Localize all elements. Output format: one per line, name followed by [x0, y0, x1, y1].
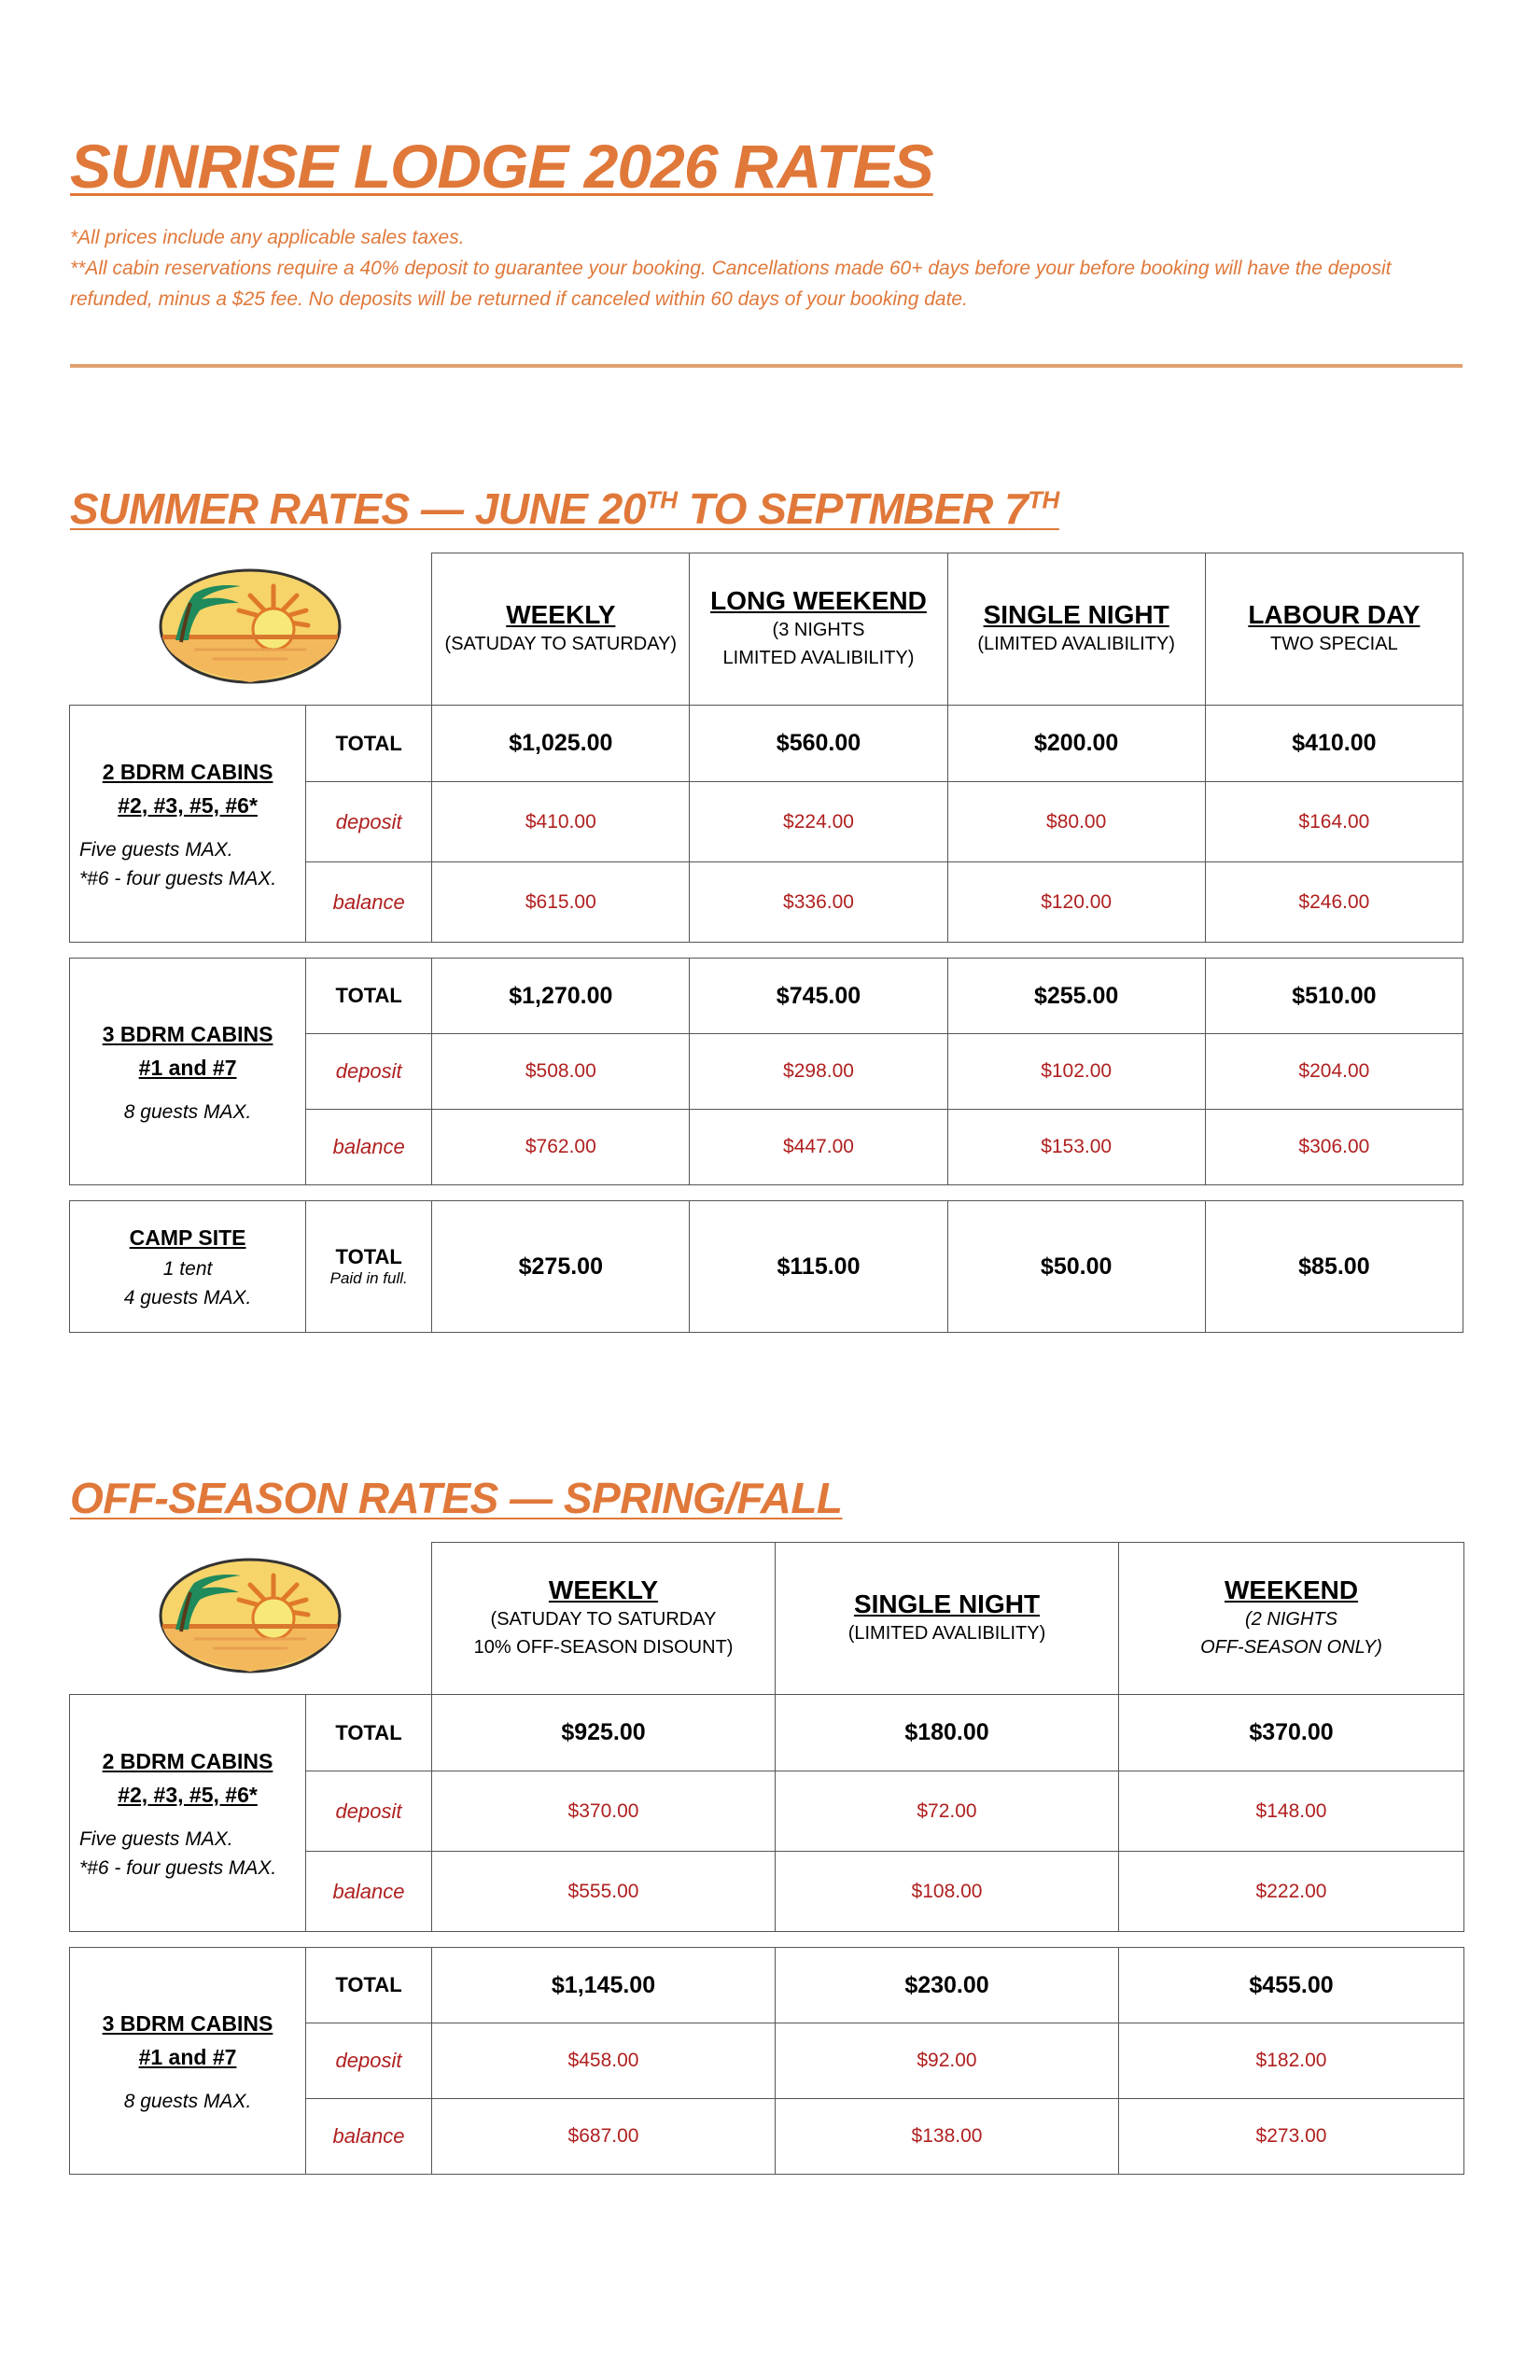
summer-col-header-long-weekend: LONG WEEKEND (3 NIGHTS LIMITED AVALIBILITY) — [690, 553, 947, 706]
row-label-total: TOTAL — [306, 1695, 432, 1771]
tax-note: *All prices include any applicable sales taxes. — [70, 227, 465, 248]
price-cell: $102.00 — [947, 1034, 1205, 1110]
price-cell: $230.00 — [776, 1948, 1119, 2023]
paid-in-full-note: Paid in full. — [329, 1269, 408, 1287]
offseason-rates-table — [69, 1542, 1464, 2175]
summer-campsite-group-label: CAMP SITE 1 tent 4 guests MAX. — [70, 1201, 306, 1333]
table-row — [70, 1695, 1464, 1771]
price-cell: $153.00 — [947, 1110, 1205, 1185]
offseason-col-header-weekend: WEEKEND (2 NIGHTS OFF-SEASON ONLY) — [1119, 1543, 1464, 1695]
offseason-logo-cell — [70, 1543, 432, 1695]
row-label-total: TOTAL — [306, 1948, 432, 2023]
table-row — [70, 1948, 1464, 2023]
row-label-balance: balance — [306, 1852, 432, 1932]
sunrise-logo-icon — [157, 566, 343, 687]
price-cell: $50.00 — [947, 1201, 1205, 1333]
summer-col-header-weekly: WEEKLY (SATUDAY TO SATURDAY) — [432, 553, 690, 706]
price-cell: $745.00 — [690, 959, 947, 1034]
summer-rates-table — [69, 553, 1463, 1333]
offseason-2bdrm-group-label: 2 BDRM CABINS #2, #3, #5, #6* Five guests MAX. *#6 - four guests MAX. — [70, 1695, 306, 1932]
summer-title-sup1: TH — [645, 485, 678, 514]
row-label-balance: balance — [306, 1110, 432, 1185]
page-title: SUNRISE LODGE 2026 RATES — [70, 132, 933, 201]
price-cell: $370.00 — [1119, 1695, 1464, 1771]
price-cell: $1,025.00 — [432, 706, 690, 782]
price-cell: $455.00 — [1119, 1948, 1464, 2023]
price-cell: $298.00 — [690, 1034, 947, 1110]
price-cell: $447.00 — [690, 1110, 947, 1185]
row-label-deposit: deposit — [306, 1771, 432, 1852]
table-row — [70, 959, 1463, 1034]
price-cell: $925.00 — [432, 1695, 776, 1771]
price-cell: $92.00 — [776, 2023, 1119, 2099]
summer-title-part-a: SUMMER RATES — JUNE 20 — [70, 484, 646, 533]
offseason-col-header-weekly: WEEKLY (SATUDAY TO SATURDAY 10% OFF-SEASON DISOUNT) — [432, 1543, 776, 1695]
price-cell: $1,145.00 — [432, 1948, 776, 2023]
row-label-deposit: deposit — [306, 2023, 432, 2099]
price-cell: $306.00 — [1205, 1110, 1463, 1185]
price-cell: $115.00 — [690, 1201, 947, 1333]
offseason-col-header-single-night: SINGLE NIGHT (LIMITED AVALIBILITY) — [776, 1543, 1119, 1695]
price-cell: $555.00 — [432, 1852, 776, 1932]
price-cell: $72.00 — [776, 1771, 1119, 1852]
summer-title-sup2: TH — [1028, 485, 1059, 514]
summer-col-header-single-night: SINGLE NIGHT (LIMITED AVALIBILITY) — [947, 553, 1205, 706]
price-cell: $275.00 — [432, 1201, 690, 1333]
offseason-3bdrm-group-label: 3 BDRM CABINS #1 and #7 8 guests MAX. — [70, 1948, 306, 2175]
price-cell: $222.00 — [1119, 1852, 1464, 1932]
summer-section-title — [70, 483, 1059, 534]
row-label-total: TOTAL — [306, 959, 432, 1034]
row-label-balance: balance — [306, 862, 432, 943]
price-cell: $138.00 — [776, 2099, 1119, 2175]
price-cell: $273.00 — [1119, 2099, 1464, 2175]
summer-title-part-b: TO SEPTMBER 7 — [677, 484, 1029, 533]
price-cell: $762.00 — [432, 1110, 690, 1185]
price-cell: $687.00 — [432, 2099, 776, 2175]
price-cell: $246.00 — [1205, 862, 1463, 943]
price-cell: $410.00 — [1205, 706, 1463, 782]
header-divider — [70, 364, 1463, 368]
price-cell: $410.00 — [432, 782, 690, 862]
summer-logo-cell — [70, 553, 432, 706]
price-cell: $204.00 — [1205, 1034, 1463, 1110]
summer-col-header-labour-day: LABOUR DAY TWO SPECIAL — [1205, 553, 1463, 706]
price-cell: $164.00 — [1205, 782, 1463, 862]
price-cell: $508.00 — [432, 1034, 690, 1110]
row-label-balance: balance — [306, 2099, 432, 2175]
price-cell: $182.00 — [1119, 2023, 1464, 2099]
row-label-deposit: deposit — [306, 1034, 432, 1110]
row-label-deposit: deposit — [306, 782, 432, 862]
price-cell: $108.00 — [776, 1852, 1119, 1932]
row-label-total: TOTAL — [306, 706, 432, 782]
price-cell: $224.00 — [690, 782, 947, 862]
table-row — [70, 1201, 1463, 1333]
price-cell: $80.00 — [947, 782, 1205, 862]
offseason-section-title: OFF-SEASON RATES — SPRING/FALL — [70, 1474, 843, 1522]
price-cell: $458.00 — [432, 2023, 776, 2099]
price-cell: $510.00 — [1205, 959, 1463, 1034]
price-cell: $120.00 — [947, 862, 1205, 943]
deposit-note: **All cabin reservations require a 40% deposit to guarantee your booking. Cancellations made 60+ days before your before booking will have the deposit refunded, minus a $25 fee. No deposits will be returned if canceled within 60 days of your booking date. — [70, 258, 1392, 310]
price-cell: $255.00 — [947, 959, 1205, 1034]
price-cell: $615.00 — [432, 862, 690, 943]
price-cell: $1,270.00 — [432, 959, 690, 1034]
price-cell: $148.00 — [1119, 1771, 1464, 1852]
price-cell: $370.00 — [432, 1771, 776, 1852]
table-row — [70, 706, 1463, 782]
price-cell: $180.00 — [776, 1695, 1119, 1771]
price-cell: $85.00 — [1205, 1201, 1463, 1333]
summer-3bdrm-group-label: 3 BDRM CABINS #1 and #7 8 guests MAX. — [70, 959, 306, 1185]
price-cell: $560.00 — [690, 706, 947, 782]
price-cell: $200.00 — [947, 706, 1205, 782]
row-label-total: TOTAL Paid in full. — [306, 1201, 432, 1333]
summer-2bdrm-group-label: 2 BDRM CABINS #2, #3, #5, #6* Five guests MAX. *#6 - four guests MAX. — [70, 706, 306, 943]
price-cell: $336.00 — [690, 862, 947, 943]
sunrise-logo-icon — [157, 1555, 343, 1676]
